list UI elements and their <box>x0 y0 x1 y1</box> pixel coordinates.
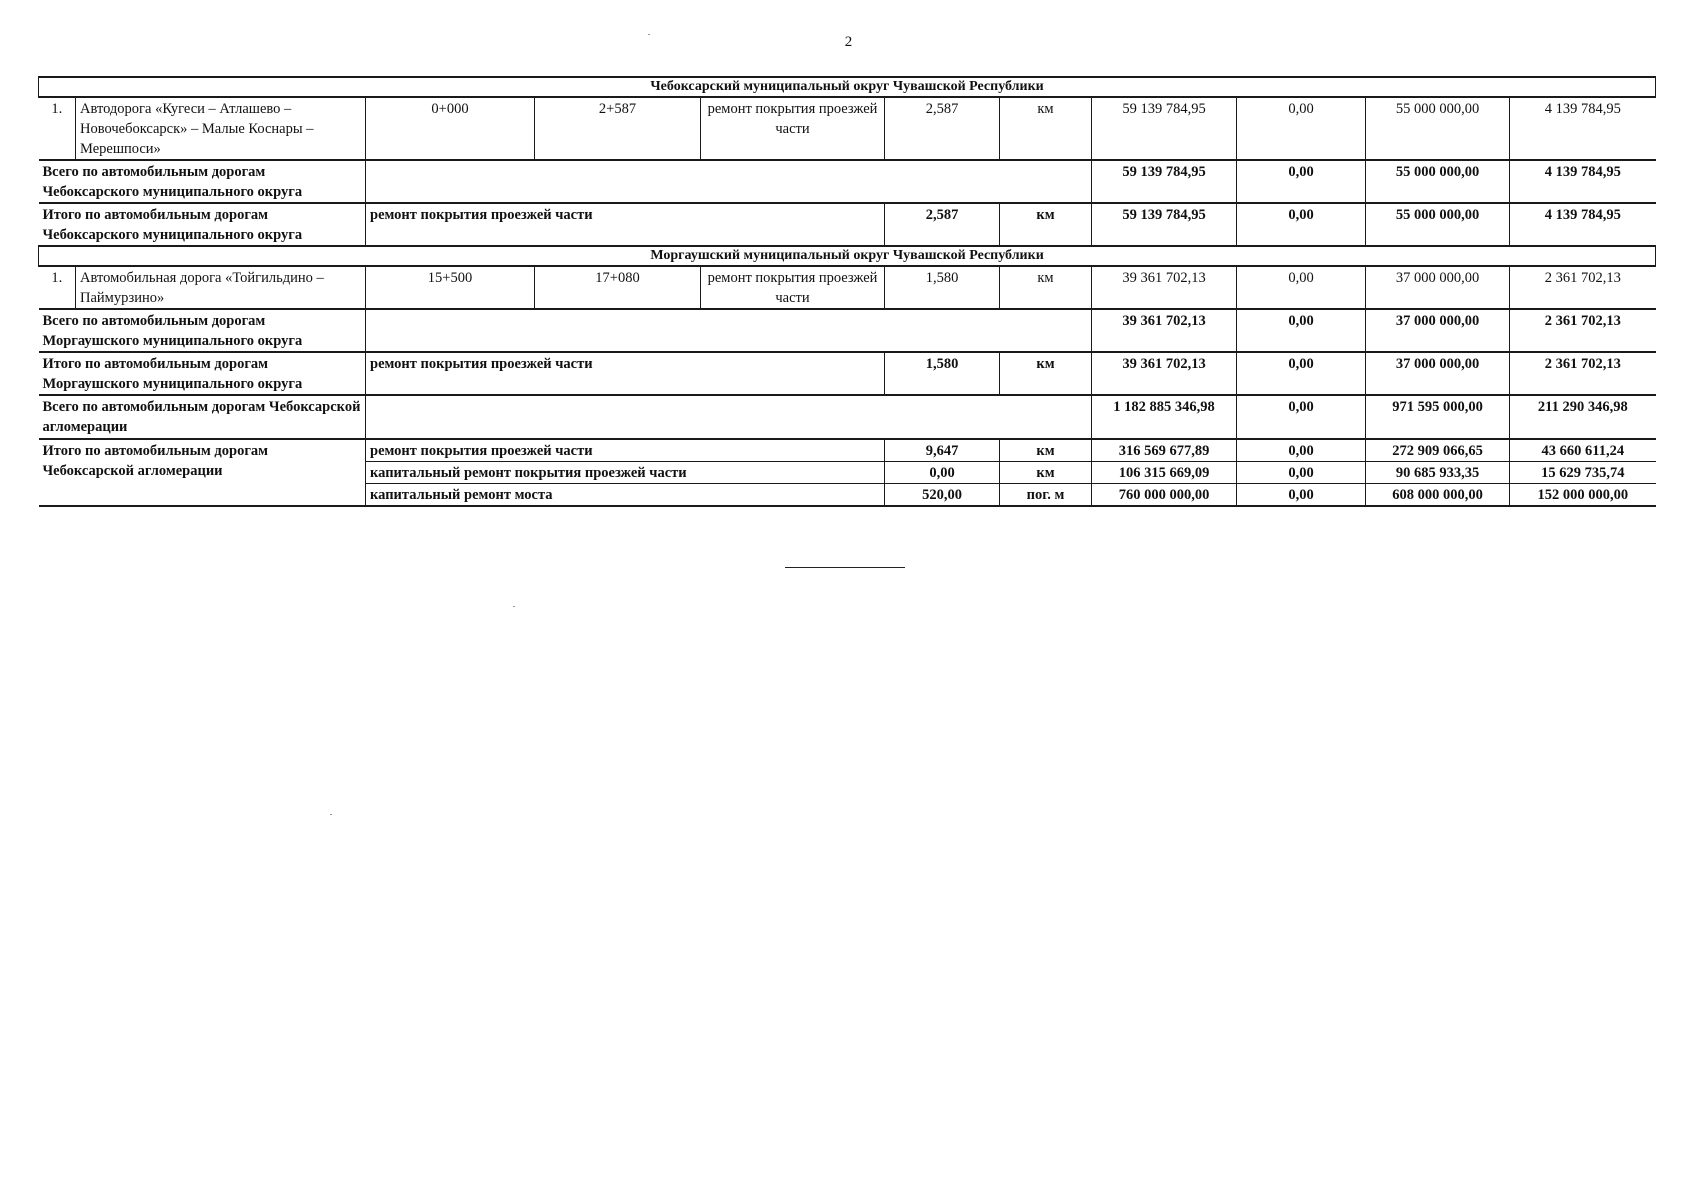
work-type: капитальный ремонт покрытия проезжей части <box>366 462 885 484</box>
unit: км <box>1000 439 1092 462</box>
table-row <box>39 266 1656 309</box>
amount-col3: 608 000 000,00 <box>1366 484 1510 507</box>
length-value: 9,647 <box>885 439 1000 462</box>
total-amount: 59 139 784,95 <box>1092 203 1237 246</box>
amount-col4: 2 361 702,13 <box>1510 309 1656 352</box>
road-name: Автодорога «Кугеси – Атлашево – Новочебоксарск» – Малые Коснары – Мерешпоси» <box>76 97 366 160</box>
amount-col4: 2 361 702,13 <box>1510 352 1656 395</box>
amount-col4: 152 000 000,00 <box>1510 484 1656 507</box>
amount-col2: 0,00 <box>1237 395 1366 439</box>
amount-col3: 37 000 000,00 <box>1366 266 1510 309</box>
total-amount: 1 182 885 346,98 <box>1092 395 1237 439</box>
work-type: ремонт покрытия проезжей части <box>366 203 885 246</box>
empty-cell <box>366 309 1092 352</box>
total-label: Итого по автомобильным дорогам Чебоксарского муниципального округа <box>39 203 366 246</box>
scan-speck <box>513 606 515 607</box>
amount-col3: 37 000 000,00 <box>1366 309 1510 352</box>
total-amount: 59 139 784,95 <box>1092 160 1237 203</box>
scan-speck <box>330 814 332 815</box>
total-amount: 39 361 702,13 <box>1092 266 1237 309</box>
scan-speck <box>648 34 650 35</box>
end-divider-line <box>785 567 905 568</box>
amount-col4: 43 660 611,24 <box>1510 439 1656 462</box>
road-repair-table <box>38 76 1656 507</box>
amount-col2: 0,00 <box>1237 462 1366 484</box>
amount-col4: 4 139 784,95 <box>1510 160 1656 203</box>
amount-col3: 55 000 000,00 <box>1366 203 1510 246</box>
amount-col3: 971 595 000,00 <box>1366 395 1510 439</box>
section-header-morgaushi <box>39 246 1656 266</box>
amount-col4: 211 290 346,98 <box>1510 395 1656 439</box>
amount-col3: 90 685 933,35 <box>1366 462 1510 484</box>
total-amount: 760 000 000,00 <box>1092 484 1237 507</box>
total-amount: 59 139 784,95 <box>1092 97 1237 160</box>
total-amount: 39 361 702,13 <box>1092 309 1237 352</box>
work-type: капитальный ремонт моста <box>366 484 885 507</box>
total-label: Всего по автомобильным дорогам Моргаушского муниципального округа <box>39 309 366 352</box>
start-km: 15+500 <box>366 266 535 309</box>
unit: км <box>1000 266 1092 309</box>
empty-cell <box>366 395 1092 439</box>
total-label: Всего по автомобильным дорогам Чебоксарской агломерации <box>39 395 366 439</box>
amount-col2: 0,00 <box>1237 266 1366 309</box>
unit: км <box>1000 462 1092 484</box>
amount-col2: 0,00 <box>1237 203 1366 246</box>
work-type: ремонт покрытия проезжей части <box>366 439 885 462</box>
amount-col2: 0,00 <box>1237 97 1366 160</box>
table-row <box>39 97 1656 160</box>
amount-col2: 0,00 <box>1237 160 1366 203</box>
total-amount: 316 569 677,89 <box>1092 439 1237 462</box>
work-type: ремонт покрытия проезжей части <box>701 97 885 160</box>
amount-col4: 4 139 784,95 <box>1510 97 1656 160</box>
length-value: 2,587 <box>885 97 1000 160</box>
unit: км <box>1000 352 1092 395</box>
section-title: Чебоксарский муниципальный округ Чувашской Республики <box>39 77 1656 97</box>
page-number: 2 <box>844 34 853 50</box>
row-number: 1. <box>39 97 76 160</box>
length-value: 1,580 <box>885 266 1000 309</box>
length-value: 2,587 <box>885 203 1000 246</box>
table-row-vsego <box>39 160 1656 203</box>
amount-col3: 55 000 000,00 <box>1366 160 1510 203</box>
section-header-cheboksary <box>39 77 1656 97</box>
table-row-agglomeration-itogo <box>39 439 1656 462</box>
amount-col4: 2 361 702,13 <box>1510 266 1656 309</box>
table-row-itogo <box>39 203 1656 246</box>
total-amount: 39 361 702,13 <box>1092 352 1237 395</box>
end-km: 17+080 <box>535 266 701 309</box>
amount-col3: 55 000 000,00 <box>1366 97 1510 160</box>
start-km: 0+000 <box>366 97 535 160</box>
amount-col2: 0,00 <box>1237 352 1366 395</box>
length-value: 1,580 <box>885 352 1000 395</box>
amount-col3: 272 909 066,65 <box>1366 439 1510 462</box>
amount-col4: 4 139 784,95 <box>1510 203 1656 246</box>
row-number: 1. <box>39 266 76 309</box>
work-type: ремонт покрытия проезжей части <box>701 266 885 309</box>
total-label: Итого по автомобильным дорогам Моргаушского муниципального округа <box>39 352 366 395</box>
length-value: 0,00 <box>885 462 1000 484</box>
total-label: Итого по автомобильным дорогам Чебоксарской агломерации <box>39 439 366 506</box>
amount-col3: 37 000 000,00 <box>1366 352 1510 395</box>
road-name: Автомобильная дорога «Тойгильдино – Паймурзино» <box>76 266 366 309</box>
work-type: ремонт покрытия проезжей части <box>366 352 885 395</box>
amount-col2: 0,00 <box>1237 484 1366 507</box>
length-value: 520,00 <box>885 484 1000 507</box>
empty-cell <box>366 160 1092 203</box>
amount-col2: 0,00 <box>1237 309 1366 352</box>
amount-col4: 15 629 735,74 <box>1510 462 1656 484</box>
total-amount: 106 315 669,09 <box>1092 462 1237 484</box>
unit: км <box>1000 203 1092 246</box>
unit: пог. м <box>1000 484 1092 507</box>
total-label: Всего по автомобильным дорогам Чебоксарского муниципального округа <box>39 160 366 203</box>
table-row-agglomeration-vsego <box>39 395 1656 439</box>
end-km: 2+587 <box>535 97 701 160</box>
table-row-vsego <box>39 309 1656 352</box>
amount-col2: 0,00 <box>1237 439 1366 462</box>
unit: км <box>1000 97 1092 160</box>
table-row-itogo <box>39 352 1656 395</box>
section-title: Моргаушский муниципальный округ Чувашской Республики <box>39 246 1656 266</box>
